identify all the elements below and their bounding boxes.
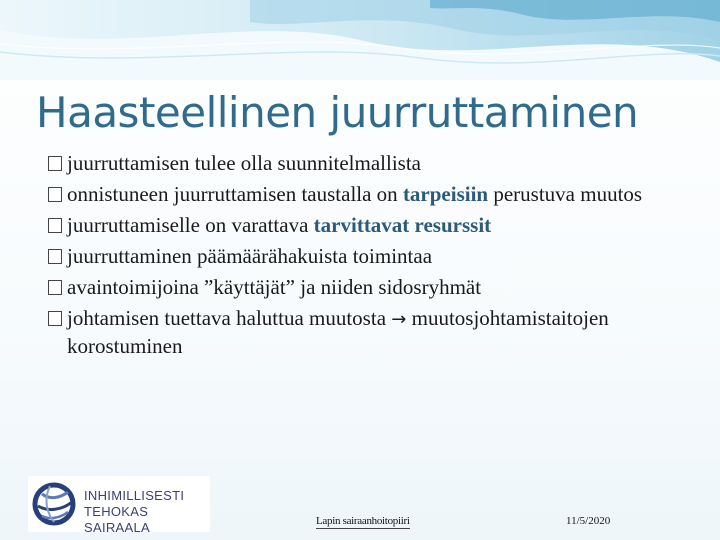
bullet-highlight-text: tarpeisiin [402, 182, 489, 206]
bullet-item [48, 150, 688, 177]
bullet-item [48, 305, 688, 360]
bullet-item [48, 274, 688, 301]
bullet-text: onnistuneen juurruttamisen taustalla on [67, 182, 403, 206]
slide-title: Haasteellinen juurruttaminen [36, 88, 639, 137]
bullet-text: perustuva muutos [488, 182, 643, 206]
missing-glyph-box-icon [48, 218, 62, 233]
footer-date: 11/5/2020 [566, 515, 611, 527]
bullet-item [48, 243, 688, 270]
bullet-text: avaintoimijoina ”käyttäjät” ja niiden sidosryhmät [67, 275, 482, 299]
bullet-item [48, 181, 688, 208]
logo-text [84, 488, 210, 536]
bullet-text: juurruttamiselle on varattava [67, 213, 314, 237]
logo-line-1: INHIMILLISESTI [84, 488, 185, 503]
bullet-item [48, 212, 688, 239]
logo-line-2: TEHOKAS SAIRAALA [84, 504, 150, 535]
missing-glyph-box-icon [48, 249, 62, 264]
missing-glyph-box-icon [48, 311, 62, 326]
footer-organization: Lapin sairaanhoitopiiri [316, 515, 410, 527]
bullet-highlight-text: tarvittavat resurssit [313, 213, 492, 237]
missing-glyph-box-icon [48, 156, 62, 171]
header-wave-decoration [0, 0, 720, 80]
bullet-text: johtamisen tuettava haluttua muutosta [67, 306, 392, 330]
globe-swirl-logo-icon [30, 478, 82, 530]
bullet-text: juurruttaminen päämäärähakuista toimintaa [67, 244, 433, 268]
bullet-list [48, 150, 688, 364]
missing-glyph-box-icon [48, 280, 62, 295]
bullet-text: juurruttamisen tulee olla suunnitelmallista [67, 151, 422, 175]
missing-glyph-box-icon [48, 187, 62, 202]
hospital-logo [28, 476, 210, 535]
bullet-text: muutosjohtamistaitojen korostuminen [67, 306, 609, 358]
arrow-right-icon: → [391, 309, 407, 330]
